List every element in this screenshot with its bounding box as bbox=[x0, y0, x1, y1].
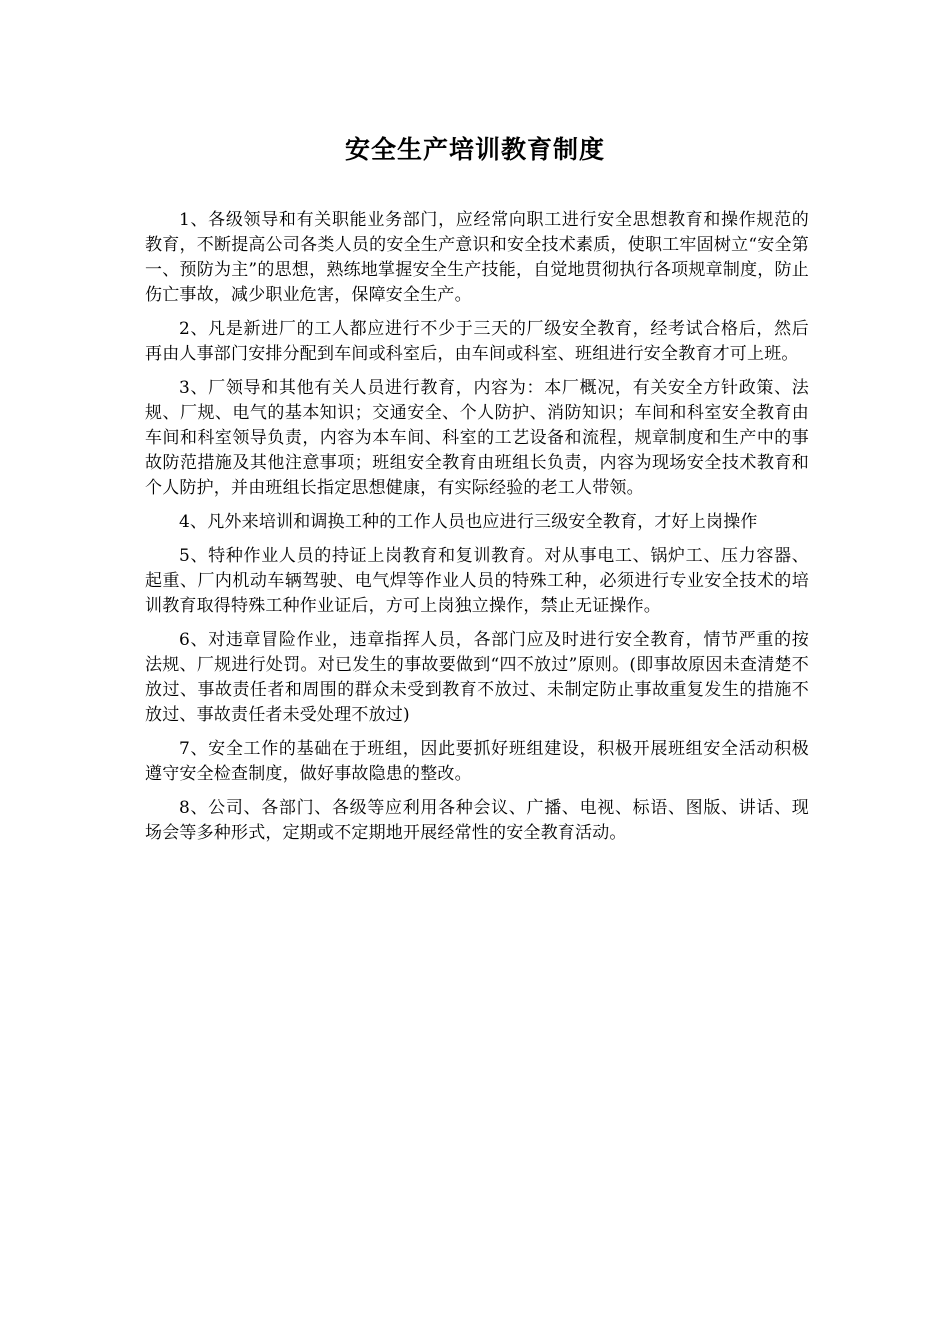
document-title: 安全生产培训教育制度 bbox=[344, 135, 605, 164]
paragraph-5: 5、特种作业人员的持证上岗教育和复训教育。对从事电工、锅炉工、压力容器、起重、厂内机动车辆驾驶、电气焊等作业人员的特殊工种，必须进行专业安全技术的培训教育取得特殊工种作业证后，方可上岗独立操作，禁止无证操作。 bbox=[145, 546, 809, 616]
paragraph-4: 4、凡外来培训和调换工种的工作人员也应进行三级安全教育，才好上岗操作 bbox=[179, 512, 758, 532]
document-body bbox=[145, 208, 809, 855]
paragraph-8: 8、公司、各部门、各级等应利用各种会议、广播、电视、标语、图版、讲话、现场会等多种形式，定期或不定期地开展经常性的安全教育活动。 bbox=[145, 798, 809, 843]
paragraph-1: 1、各级领导和有关职能业务部门，应经常向职工进行安全思想教育和操作规范的教育，不断提高公司各类人员的安全生产意识和安全技术素质，使职工牢固树立“安全第一、预防为主”的思想，熟练地掌握安全生产技能，自觉地贯彻执行各项规章制度，防止伤亡事故，减少职业危害，保障安全生产。 bbox=[145, 210, 809, 305]
paragraph-2: 2、凡是新进厂的工人都应进行不少于三天的厂级安全教育，经考试合格后，然后再由人事部门安排分配到车间或科室后，由车间或科室、班组进行安全教育才可上班。 bbox=[145, 319, 809, 364]
paragraph-3: 3、厂领导和其他有关人员进行教育，内容为：本厂概况，有关安全方针政策、法规、厂规、电气的基本知识；交通安全、个人防护、消防知识；车间和科室安全教育由车间和科室领导负责，内容为本车间、科室的工艺设备和流程，规章制度和生产中的事故防范措施及其他注意事项；班组安全教育由班组长负责，内容为现场安全技术教育和个人防护，并由班组长指定思想健康，有实际经验的老工人带领。 bbox=[145, 378, 809, 498]
paragraph-7: 7、安全工作的基础在于班组，因此要抓好班组建设，积极开展班组安全活动积极遵守安全检查制度，做好事故隐患的整改。 bbox=[145, 739, 809, 784]
paragraph-6: 6、对违章冒险作业，违章指挥人员，各部门应及时进行安全教育，情节严重的按法规、厂规进行处罚。对已发生的事故要做到“四不放过”原则。(即事故原因未查清楚不放过、事故责任者和周围的群众未受到教育不放过、未制定防止事故重复发生的措施不放过、事故责任者未受处理不放过) bbox=[145, 630, 809, 725]
